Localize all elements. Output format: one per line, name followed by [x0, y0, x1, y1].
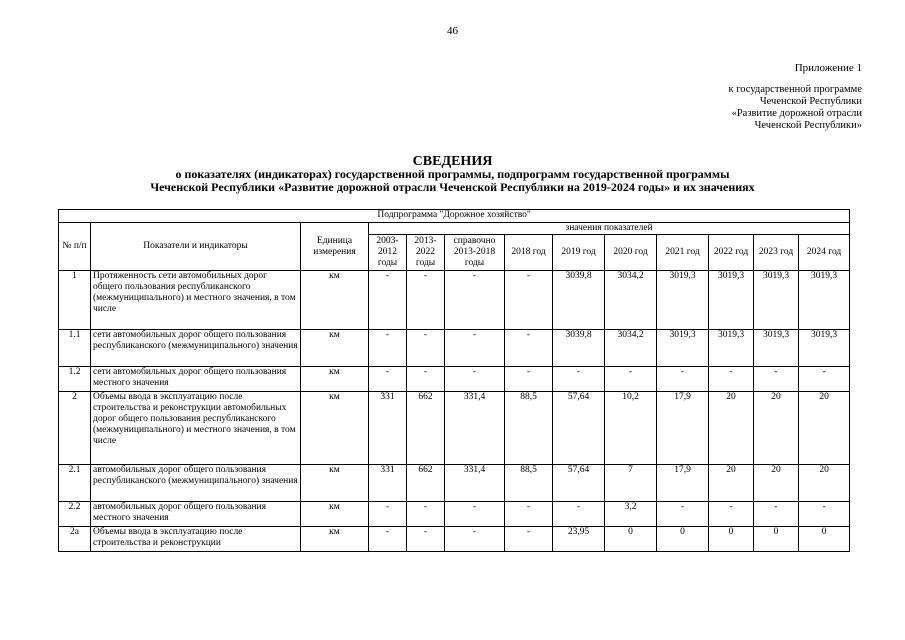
row-value: 57,64 — [553, 392, 605, 465]
row-value: - — [657, 367, 709, 392]
row-unit: км — [301, 527, 369, 552]
row-value: - — [709, 367, 754, 392]
row-value: 331 — [369, 392, 407, 465]
row-num: 2а — [59, 527, 91, 552]
row-value: 3019,3 — [657, 330, 709, 367]
appendix-line: «Развитие дорожной отрасли — [731, 108, 862, 119]
row-value: 20 — [709, 392, 754, 465]
row-value: 3034,2 — [605, 330, 657, 367]
row-num: 1.1 — [59, 330, 91, 367]
row-value: 331,4 — [445, 392, 505, 465]
header-values-group: значения показателей — [369, 223, 850, 235]
heading-line: Чеченской Республики «Развитие дорожной отрасли Чеченской Республики на 2019-2024 годы» и их значениях — [150, 180, 755, 194]
appendix-block — [729, 62, 862, 132]
row-unit: км — [301, 502, 369, 527]
row-value: - — [369, 367, 407, 392]
row-value: 0 — [754, 527, 799, 552]
heading-line: о показателях (индикаторах) государственной программы, подпрограмм государственной программы — [175, 167, 730, 181]
row-unit: км — [301, 271, 369, 330]
row-unit: км — [301, 367, 369, 392]
indicators-table — [58, 209, 850, 552]
page-number: 46 — [447, 25, 458, 37]
row-value: - — [407, 367, 445, 392]
row-value: 3019,3 — [709, 330, 754, 367]
row-indicator: Протяженность сети автомобильных дорог общего пользования республиканского (межмуниципального) и местного значения, в том числе — [91, 271, 301, 330]
row-value: 331,4 — [445, 465, 505, 502]
row-value: - — [505, 502, 553, 527]
row-value: 20 — [799, 392, 850, 465]
row-value: 3034,2 — [605, 271, 657, 330]
row-value: 662 — [407, 465, 445, 502]
row-value: - — [407, 502, 445, 527]
header-period: 2022 год — [709, 235, 754, 271]
header-period: 2003-2012 годы — [369, 235, 407, 271]
row-value: - — [754, 502, 799, 527]
row-value: - — [445, 502, 505, 527]
table-row — [59, 465, 850, 502]
row-value: - — [445, 527, 505, 552]
row-value: - — [505, 367, 553, 392]
row-value: 0 — [709, 527, 754, 552]
row-value: 20 — [754, 392, 799, 465]
row-value: 3019,3 — [799, 330, 850, 367]
row-value: - — [505, 330, 553, 367]
row-indicator: автомобильных дорог общего пользования республиканского (межмуниципального) значения — [91, 465, 301, 502]
header-num: № п/п — [59, 223, 91, 271]
header-period: справочно 2013-2018 годы — [445, 235, 505, 271]
row-value: 3019,3 — [754, 330, 799, 367]
row-unit: км — [301, 392, 369, 465]
row-value: - — [799, 367, 850, 392]
appendix-line: к государственной программе — [728, 84, 862, 95]
row-unit: км — [301, 465, 369, 502]
row-value: 88,5 — [505, 392, 553, 465]
table-row — [59, 502, 850, 527]
row-value: 3019,3 — [754, 271, 799, 330]
table-row — [59, 271, 850, 330]
table-row — [59, 330, 850, 367]
header-period: 2020 год — [605, 235, 657, 271]
row-value: 20 — [754, 465, 799, 502]
row-value: 17,9 — [657, 392, 709, 465]
row-num: 1 — [59, 271, 91, 330]
subprogram-title: Подпрограмма "Дорожное хозяйство" — [59, 210, 850, 223]
header-indicator: Показатели и индикаторы — [91, 223, 301, 271]
row-value: - — [799, 502, 850, 527]
table-row — [59, 392, 850, 465]
row-value: - — [605, 367, 657, 392]
header-period: 2019 год — [553, 235, 605, 271]
document-heading — [0, 155, 905, 194]
row-value: - — [445, 271, 505, 330]
row-value: - — [445, 367, 505, 392]
row-value: - — [369, 527, 407, 552]
row-unit: км — [301, 330, 369, 367]
row-value: - — [407, 330, 445, 367]
row-value: 88,5 — [505, 465, 553, 502]
row-value: - — [709, 502, 754, 527]
row-num: 2.2 — [59, 502, 91, 527]
row-value: 10,2 — [605, 392, 657, 465]
row-value: - — [445, 330, 505, 367]
row-value: - — [505, 527, 553, 552]
row-value: - — [407, 527, 445, 552]
heading-title: СВЕДЕНИЯ — [412, 154, 493, 169]
row-value: 0 — [799, 527, 850, 552]
appendix-line: Чеченской Республики — [759, 96, 862, 107]
row-value: 3039,8 — [553, 271, 605, 330]
row-num: 1.2 — [59, 367, 91, 392]
header-period: 2024 год — [799, 235, 850, 271]
row-value: 20 — [799, 465, 850, 502]
header-period: 2018 год — [505, 235, 553, 271]
row-indicator: Объемы ввода в эксплуатацию после строительства и реконструкции автомобильных дорог общего пользования республиканского (межмуниципального) и местного значения, в том числе — [91, 392, 301, 465]
row-value: 3,2 — [605, 502, 657, 527]
row-value: - — [369, 502, 407, 527]
appendix-line: Чеченской Республики» — [754, 120, 862, 131]
table-row — [59, 527, 850, 552]
appendix-title: Приложение 1 — [794, 62, 862, 74]
row-indicator: автомобильных дорог общего пользования местного значения — [91, 502, 301, 527]
row-value: 3019,3 — [799, 271, 850, 330]
row-value: 3019,3 — [657, 271, 709, 330]
row-value: 17,9 — [657, 465, 709, 502]
row-value: - — [369, 271, 407, 330]
row-value: - — [754, 367, 799, 392]
header-period: 2013-2022 годы — [407, 235, 445, 271]
row-value: - — [657, 502, 709, 527]
header-unit: Единица измерения — [301, 223, 369, 271]
row-num: 2.1 — [59, 465, 91, 502]
row-value: - — [369, 330, 407, 367]
row-value: 331 — [369, 465, 407, 502]
header-period: 2021 год — [657, 235, 709, 271]
row-value: - — [553, 502, 605, 527]
row-value: 57,64 — [553, 465, 605, 502]
header-period: 2023 год — [754, 235, 799, 271]
row-value: 23,95 — [553, 527, 605, 552]
row-indicator: Объемы ввода в эксплуатацию после строительства и реконструкции — [91, 527, 301, 552]
row-indicator: сети автомобильных дорог общего пользования республиканского (межмуниципального) значения — [91, 330, 301, 367]
row-value: - — [407, 271, 445, 330]
row-value: - — [553, 367, 605, 392]
row-num: 2 — [59, 392, 91, 465]
row-value: - — [505, 271, 553, 330]
row-value: 0 — [657, 527, 709, 552]
row-value: 3019,3 — [709, 271, 754, 330]
row-value: 20 — [709, 465, 754, 502]
row-value: 7 — [605, 465, 657, 502]
table-row — [59, 367, 850, 392]
row-value: 662 — [407, 392, 445, 465]
row-indicator: сети автомобильных дорог общего пользования местного значения — [91, 367, 301, 392]
row-value: 0 — [605, 527, 657, 552]
row-value: 3039,8 — [553, 330, 605, 367]
